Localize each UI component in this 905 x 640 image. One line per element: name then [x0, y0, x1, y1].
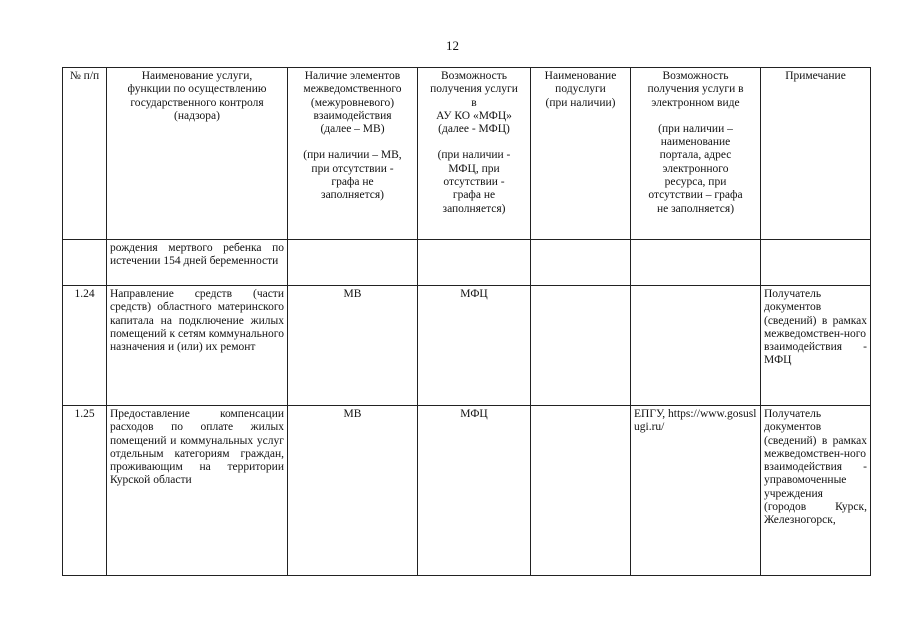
cell-mfc: МФЦ — [418, 286, 531, 406]
table-row — [63, 240, 871, 286]
cell-mv: МВ — [288, 286, 418, 406]
cell-electronic: ЕПГУ, https://www.gosuslugi.ru/ — [631, 406, 761, 576]
header-mfc-note: (при наличии - МФЦ, при отсутствии - графа не заполняется) — [437, 149, 511, 215]
table-row — [63, 406, 871, 576]
header-electronic — [631, 68, 761, 240]
header-electronic-note: (при наличии – наименование портала, адрес электронного ресурса, при отсутствии – графа не заполняется) — [648, 122, 743, 215]
table-header-row — [63, 68, 871, 240]
cell-mv: МВ — [288, 406, 418, 576]
page-number: 12 — [446, 38, 459, 53]
cell-name: рождения мертвого ребенка по истечении 154 дней беременности — [107, 240, 288, 286]
table-row — [63, 286, 871, 406]
cell-electronic — [631, 286, 761, 406]
cell-num: 1.24 — [63, 286, 107, 406]
cell-name: Предоставление компенсации расходов по оплате жилых помещений и коммунальных услуг отдельным категориям граждан, проживающим на территории Курской области — [107, 406, 288, 576]
header-mv-note: (при наличии – МВ, при отсутствии - графа не заполняется) — [303, 149, 402, 202]
cell-mfc — [418, 240, 531, 286]
header-note: Примечание — [761, 68, 871, 240]
header-mfc-title: Возможность получения услуги в АУ КО «МФЦ» (далее - МФЦ) — [430, 70, 518, 136]
header-subservice: Наименование подуслуги (при наличии) — [531, 68, 631, 240]
cell-subservice — [531, 286, 631, 406]
services-table — [62, 67, 871, 576]
cell-subservice — [531, 406, 631, 576]
cell-electronic — [631, 240, 761, 286]
cell-mv — [288, 240, 418, 286]
header-mv — [288, 68, 418, 240]
cell-num — [63, 240, 107, 286]
header-mv-title: Наличие элементов межведомственного (межуровневого) взаимодействия (далее – МВ) — [303, 70, 402, 136]
header-num: № п/п — [63, 68, 107, 240]
cell-num: 1.25 — [63, 406, 107, 576]
cell-note — [761, 240, 871, 286]
cell-note: Получатель документов (сведений) в рамках межведомствен-ного взаимодействия - МФЦ — [761, 286, 871, 406]
header-mfc — [418, 68, 531, 240]
cell-mfc: МФЦ — [418, 406, 531, 576]
cell-subservice — [531, 240, 631, 286]
header-name: Наименование услуги, функции по осуществлению государственного контроля (надзора) — [107, 68, 288, 240]
header-electronic-title: Возможность получения услуги в электронном виде — [647, 70, 744, 109]
cell-name: Направление средств (части средств) областного материнского капитала на подключение жилых помещений к сетям коммунального назначения и (или) их ремонт — [107, 286, 288, 406]
cell-note: Получатель документов (сведений) в рамках межведомствен-ного взаимодействия - управомоченные учреждения (городов Курск, Железногорск, — [761, 406, 871, 576]
